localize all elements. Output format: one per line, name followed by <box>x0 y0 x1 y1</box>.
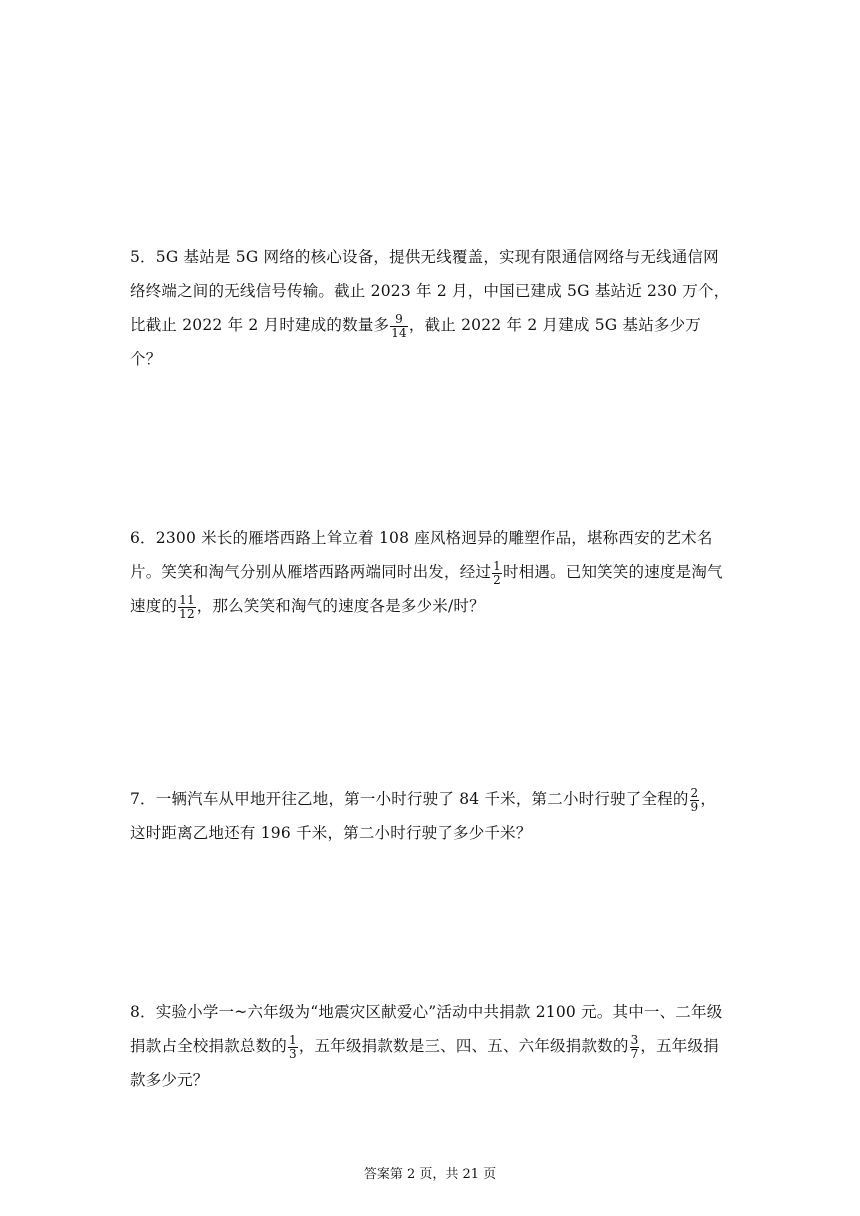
question-7 <box>130 782 730 850</box>
fraction-11-12 <box>178 594 196 621</box>
fraction-denominator: 14 <box>391 325 407 340</box>
fraction-numerator: 2 <box>690 785 699 800</box>
fraction-denominator: 9 <box>690 799 699 814</box>
question-8-text-mid: ，五年级捐款数是三、四、五、六年级捐款数的 <box>298 1037 629 1055</box>
fraction-denominator: 12 <box>179 606 195 621</box>
fraction-numerator: 1 <box>289 1032 297 1047</box>
question-8-text-end: ，五年级捐款多少元？ <box>130 1037 719 1089</box>
question-6-text-mid: 时相遇。已知笑笑的速度是淘气速度的 <box>130 563 723 615</box>
fraction-1-2 <box>492 560 502 587</box>
fraction-3-7 <box>630 1034 640 1061</box>
question-5-text-end: ，截止 2022 年 2 月建成 5G 基站多少万个？ <box>130 316 702 368</box>
question-5 <box>130 240 730 376</box>
fraction-denominator: 3 <box>289 1046 297 1061</box>
fraction-denominator: 2 <box>493 572 501 587</box>
question-7-text-end: ，这时距离乙地还有 196 千米，第二小时行驶了多少千米？ <box>130 790 717 842</box>
question-7-text: 7．一辆汽车从甲地开往乙地，第一小时行驶了 84 千米，第二小时行驶了全程的 <box>130 790 689 808</box>
question-5-text: 5．5G 基站是 5G 网络的核心设备，提供无线覆盖，实现有限通信网络与无线通信网络终端之间的无线信号传输。截止 2023 年 2 月，中国已建成 5G 基站近 230 万个，比截止 2022 年 2 月时建成的数量多 <box>130 248 730 334</box>
fraction-2-9 <box>690 787 700 814</box>
fraction-numerator: 9 <box>390 313 408 327</box>
question-8-text: 8．实验小学一~六年级为“地震灾区献爱心”活动中共捐款 2100 元。其中一、二年级捐款占全校捐款总数的 <box>130 1003 723 1055</box>
fraction-denominator: 7 <box>630 1046 639 1061</box>
fraction-9-14 <box>390 313 408 340</box>
question-6-text-end: ，那么笑笑和淘气的速度各是多少米/时？ <box>196 597 485 615</box>
question-6 <box>130 521 730 623</box>
fraction-numerator: 1 <box>493 558 501 573</box>
page-footer: 答案第 2 页，共 21 页 <box>363 1167 497 1182</box>
fraction-numerator: 11 <box>179 592 195 607</box>
question-6-text: 6．2300 米长的雁塔西路上耸立着 108 座风格迥异的雕塑作品，堪称西安的艺术名片。笑笑和淘气分别从雁塔西路两端同时出发，经过 <box>130 529 713 581</box>
fraction-numerator: 3 <box>630 1032 639 1047</box>
fraction-1-3 <box>288 1034 298 1061</box>
question-8 <box>130 995 730 1097</box>
